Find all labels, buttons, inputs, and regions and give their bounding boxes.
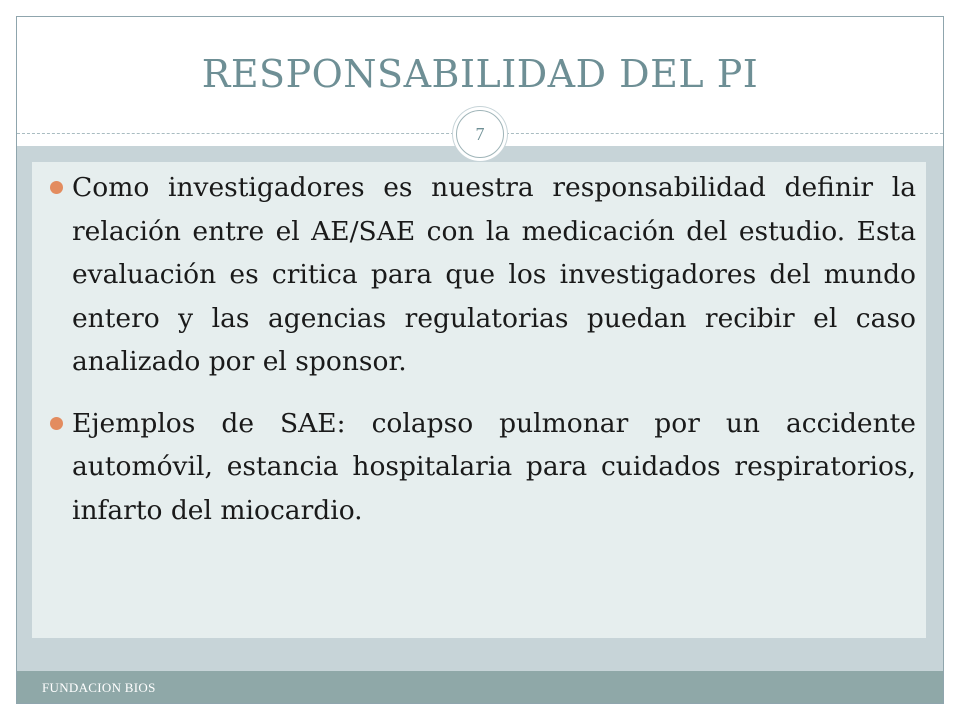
bullet-text: Como investigadores es nuestra responsabilidad definir la relación entre el AE/SAE con la medicación del estudio. Esta evaluación es critica para que los investigadores del mundo entero y las agencias regulatorias puedan recibir el caso analizado por el sponsor.	[72, 172, 916, 377]
footer-bar	[17, 671, 943, 703]
footer-text: FUNDACION BIOS	[42, 680, 156, 695]
slide-title: RESPONSABILIDAD DEL PI	[201, 52, 759, 96]
bullet-text: Ejemplos de SAE: colapso pulmonar por un accidente automóvil, estancia hospitalaria para cuidados respiratorios, infarto del miocardio.	[72, 407, 916, 526]
bullet-item	[50, 402, 916, 533]
bullet-icon	[50, 181, 63, 194]
bullet-icon	[50, 417, 63, 430]
bullet-list	[50, 166, 916, 550]
bullet-item	[50, 166, 916, 384]
slide-number-badge: 7	[456, 110, 504, 158]
